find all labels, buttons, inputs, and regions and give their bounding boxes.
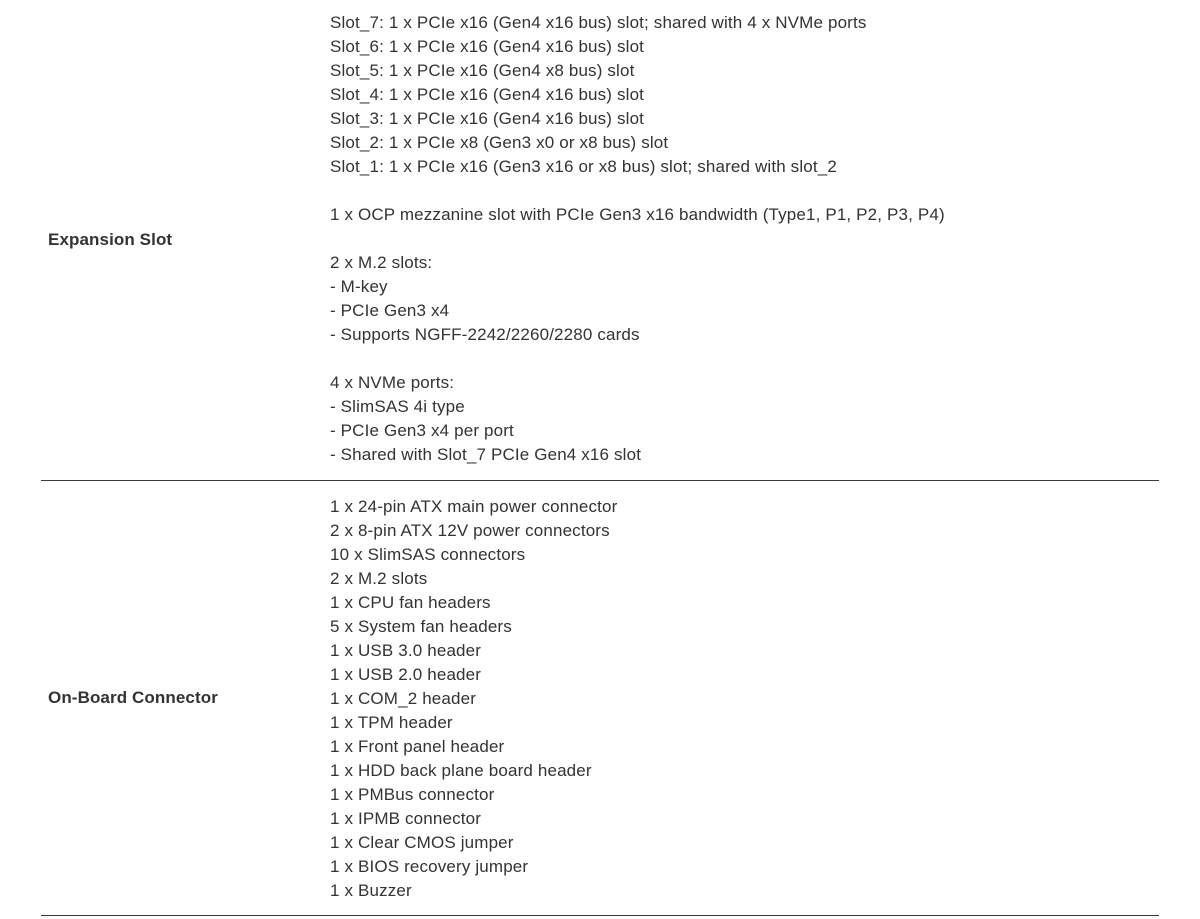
spec-group	[330, 495, 617, 903]
spec-line: - PCIe Gen3 x4	[330, 301, 450, 320]
spec-line: 1 x HDD back plane board header	[330, 761, 592, 780]
spec-line: 1 x Front panel header	[330, 737, 505, 756]
spec-gap	[330, 179, 945, 203]
spec-line: 1 x PMBus connector	[330, 785, 495, 804]
spec-line: 1 x TPM header	[330, 713, 453, 732]
spec-group	[330, 203, 945, 227]
spec-line: Slot_3: 1 x PCIe x16 (Gen4 x16 bus) slot	[330, 109, 645, 128]
spec-table	[41, 0, 1159, 916]
spec-gap	[330, 227, 945, 251]
spec-line: - Shared with Slot_7 PCIe Gen4 x16 slot	[330, 445, 642, 464]
spec-line: 1 x OCP mezzanine slot with PCIe Gen3 x16 bandwidth (Type1, P1, P2, P3, P4)	[330, 205, 945, 224]
spec-line: Slot_6: 1 x PCIe x16 (Gen4 x16 bus) slot	[330, 37, 645, 56]
spec-line: 1 x USB 2.0 header	[330, 665, 482, 684]
spec-line: 2 x M.2 slots:	[330, 253, 433, 272]
spec-group	[330, 371, 945, 467]
spec-line: 1 x CPU fan headers	[330, 593, 491, 612]
spec-line: 10 x SlimSAS connectors	[330, 545, 526, 564]
spec-line: Slot_2: 1 x PCIe x8 (Gen3 x0 or x8 bus) slot	[330, 133, 669, 152]
spec-value	[330, 11, 945, 467]
spec-line: 1 x 24-pin ATX main power connector	[330, 497, 618, 516]
spec-line: Slot_1: 1 x PCIe x16 (Gen3 x16 or x8 bus) slot; shared with slot_2	[330, 157, 837, 176]
spec-row-on-board-connector	[41, 481, 1159, 916]
spec-line: Slot_7: 1 x PCIe x16 (Gen4 x16 bus) slot; shared with 4 x NVMe ports	[330, 13, 867, 32]
spec-line: 1 x BIOS recovery jumper	[330, 857, 529, 876]
spec-value	[330, 495, 617, 903]
spec-line: 1 x Buzzer	[330, 881, 412, 900]
spec-line: - Supports NGFF-2242/2260/2280 cards	[330, 325, 640, 344]
spec-group	[330, 11, 945, 179]
spec-line: Slot_4: 1 x PCIe x16 (Gen4 x16 bus) slot	[330, 85, 645, 104]
spec-line: 4 x NVMe ports:	[330, 373, 455, 392]
spec-line: 1 x Clear CMOS jumper	[330, 833, 514, 852]
spec-line: - SlimSAS 4i type	[330, 397, 465, 416]
spec-line: 1 x COM_2 header	[330, 689, 477, 708]
spec-line: Slot_5: 1 x PCIe x16 (Gen4 x8 bus) slot	[330, 61, 635, 80]
spec-line: 1 x USB 3.0 header	[330, 641, 482, 660]
spec-line: 5 x System fan headers	[330, 617, 512, 636]
spec-line: - M-key	[330, 277, 388, 296]
spec-line: - PCIe Gen3 x4 per port	[330, 421, 514, 440]
spec-row-expansion-slot	[41, 0, 1159, 481]
spec-line: 1 x IPMB connector	[330, 809, 482, 828]
spec-label: On-Board Connector	[48, 688, 218, 707]
spec-line: 2 x M.2 slots	[330, 569, 428, 588]
spec-group	[330, 251, 945, 347]
spec-gap	[330, 347, 945, 371]
spec-label: Expansion Slot	[48, 230, 173, 249]
spec-line: 2 x 8-pin ATX 12V power connectors	[330, 521, 610, 540]
